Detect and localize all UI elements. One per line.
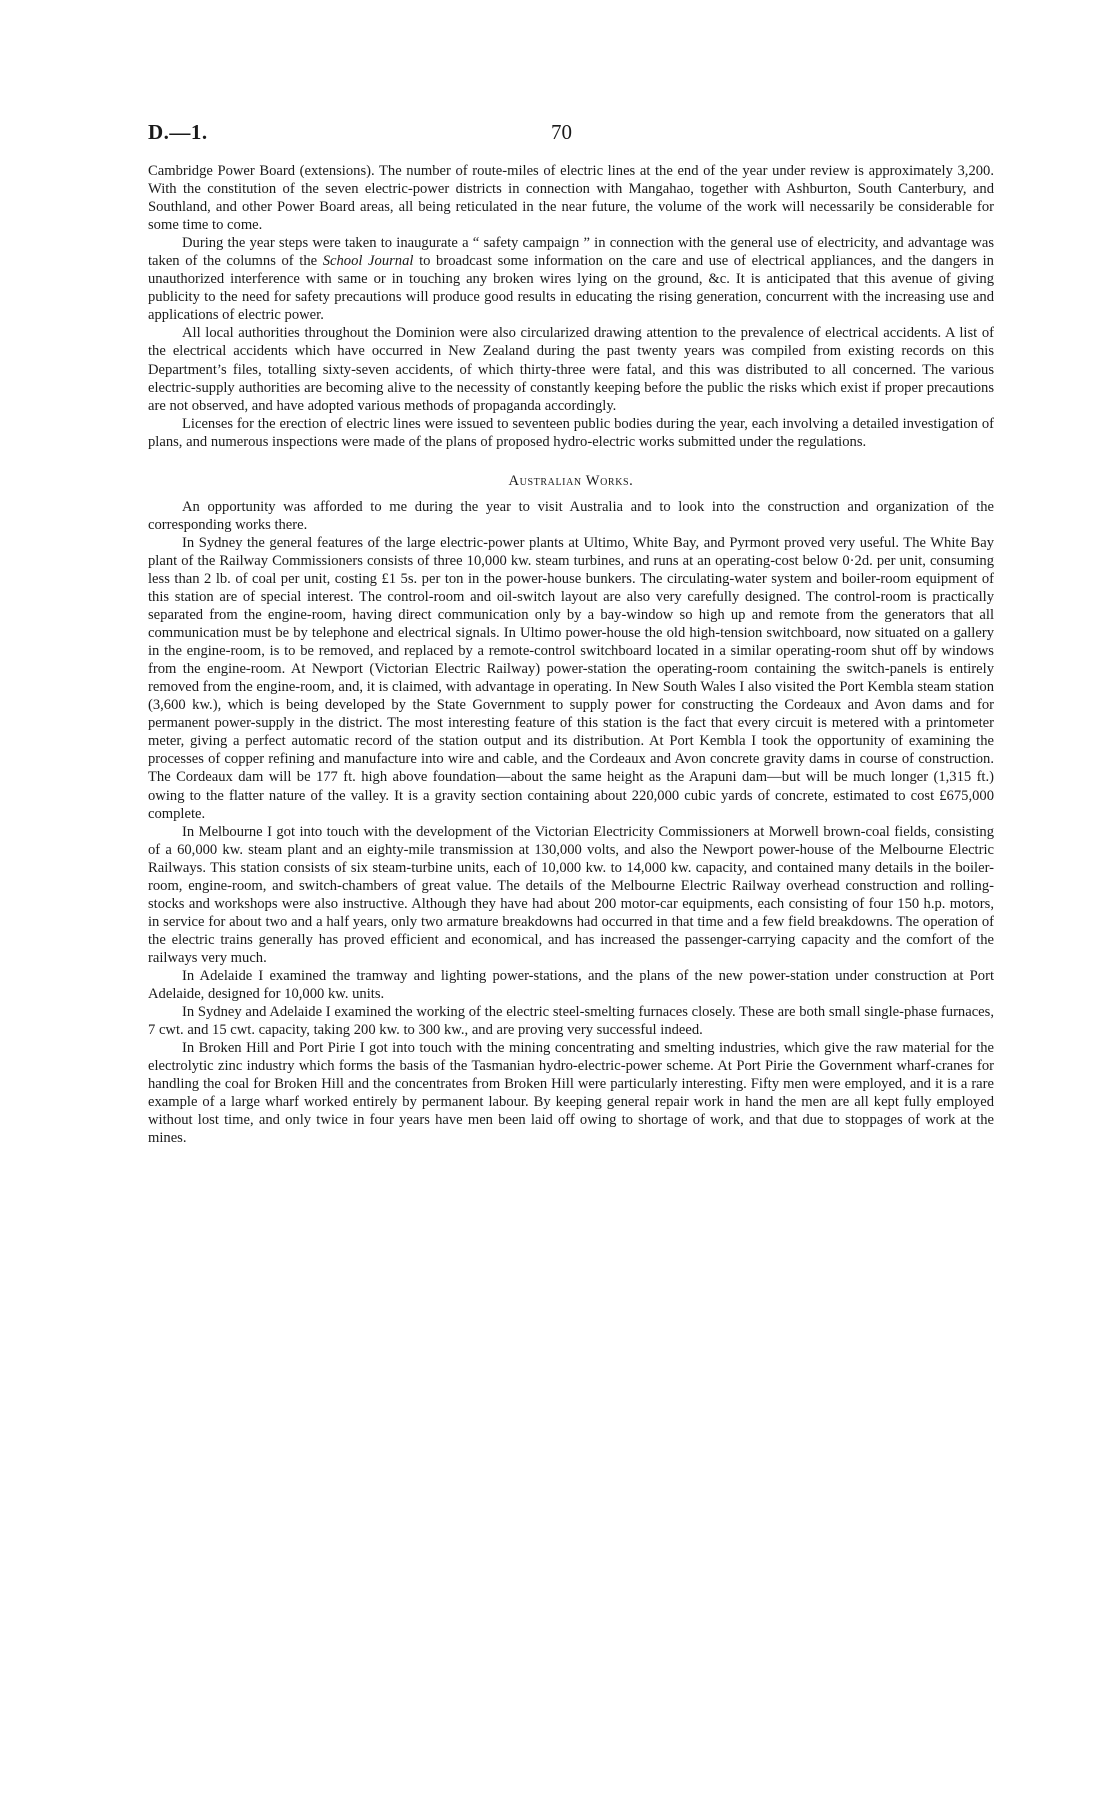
paragraph-broken-hill: In Broken Hill and Port Pirie I got into touch with the mining concentrating and smelting industries, which give the raw material for the electrolytic zinc industry which forms the basis of the Tasmanian hydro-electric-power scheme. At Port Pirie the Government wharf-cranes for handling the coal for Broken Hill and the concentrates from Broken Hill were particularly interesting. Fifty men were employed, and it is a rare example of a large wharf worked entirely by permanent labour. By keeping general repair work in hand the men are all kept fully employed without lost time, and only twice in four years have men been laid off owing to shortage of work, and that due to stoppages of work at the mines. [148,1040,994,1147]
text-segment: During the year steps were taken to inaugurate a “ safety campaign ” in connection with the general use of electricity, and advantage was taken of the columns of the [148,235,994,270]
document-reference: D.—1. [148,120,208,144]
paragraph-melbourne: In Melbourne I got into touch with the development of the Victorian Electricity Commissioners at Morwell brown-coal fields, consisting of a 60,000 kw. steam plant and an eighty-mile transmission at 130,000 volts, and also the Newport power-house of the Melbourne Electric Railways. This station consists of six steam-turbine units, each of 10,000 kw. to 14,000 kw. capacity, and contained many details in the boiler-room, engine-room, and switch-chambers of great value. The details of the Melbourne Electric Railway overhead construction and rolling-stocks and workshops were also instructive. Although they have had about 200 motor-car equipments, each consisting of four 150 h.p. motors, in service for about two and a half years, only two armature breakdowns had occurred in that time and a few field breakdowns. The operation of the electric trains generally has proved efficient and economical, and has increased the passenger-carrying capacity and the comfort of the railways very much. [148,823,994,966]
paragraph-licenses: Licenses for the erection of electric lines were issued to seventeen public bodies during the year, each involving a detailed investigation of plans, and numerous inspections were made of the plans of proposed hydro-electric works submitted under the regulations. [148,415,994,450]
paragraph-sydney: In Sydney the general features of the large electric-power plants at Ultimo, White Bay, and Pyrmont proved very useful. The White Bay plant of the Railway Commissioners consists of three 10,000 kw. steam turbines, and runs at an operating-cost below 0·2d. per unit, consuming less than 2 lb. of coal per unit, costing £1 5s. per ton in the power-house bunkers. The circulating-water system and boiler-room equipment of this station are of special interest. The control-room and oil-switch layout are also very carefully designed. The control-room is practically separated from the engine-room, having direct communication only by a bay-window so high up and remote from the generators that all communication must be by telephone and electrical signals. In Ultimo power-house the old high-tension switchboard, now situated on a gallery in the engine-room, is to be removed, and replaced by a remote-control switchboard located in a similar operating-room shut off by windows from the engine-room. At Newport (Victorian Electric Railway) power-station the operating-room containing the switch-panels is entirely removed from the engine-room, and, it is claimed, with advantage in operating. In New South Wales I also visited the Port Kembla steam station (3,600 kw.), which is being developed by the State Government to supply power for constructing the Cordeaux and Avon dams and for permanent power-supply in the district. The most interesting feature of this station is the fact that every circuit is metered with a printometer meter, giving a perfect automatic record of the station output and its distribution. At Port Kembla I took the opportunity of examining the processes of copper refining and manufacture into wire and cable, and the Cordeaux and Avon concrete gravity dams in course of construction. The Cordeaux dam will be 177 ft. high above foundation—about the same height as the Arapuni dam—but will be much longer (1,315 ft.) owing to the flatter nature of the valley. It is a gravity section containing about 220,000 cubic yards of concrete, estimated to cost £675,000 complete. [148,534,994,822]
publication-title: School Journal [322,253,414,270]
page-number: 70 [551,120,572,144]
section-heading: Australian Works. [508,472,634,489]
paragraph-safety-campaign [148,234,994,324]
paragraph-accidents: All local authorities throughout the Dominion were also circularized drawing attention to the prevalence of electrical accidents. A list of the electrical accidents which have occurred in New Zealand during the past twenty years was compiled from existing records on this Department’s files, totalling sixty-seven accidents, of which thirty-three were fatal, and this was distributed to all concerned. The various electric-supply authorities are becoming alive to the necessity of constantly keeping before the public the risks which exist if proper precautions are not observed, and have adopted various methods of propaganda accordingly. [148,325,994,414]
paragraph-adelaide: In Adelaide I examined the tramway and lighting power-stations, and the plans of the new power-station under construction at Port Adelaide, designed for 10,000 kw. units. [148,967,994,1003]
document-page [148,120,994,1147]
paragraph-continued: Cambridge Power Board (extensions). The number of route-miles of electric lines at the end of the year under review is approximately 3,200. With the constitution of the seven electric-power districts in connection with Mangahao, together with Ashburton, South Canterbury, and Southland, and other Power Board areas, all being reticulated in the near future, the volume of the work will necessarily be considerable for some time to come. [148,163,994,234]
paragraph-furnaces: In Sydney and Adelaide I examined the working of the electric steel-smelting furnaces closely. These are both small single-phase furnaces, 7 cwt. and 15 cwt. capacity, taking 200 kw. to 300 kw., and are proving very successful indeed. [148,1004,994,1039]
page-header [148,120,994,162]
paragraph-australia-visit: An opportunity was afforded to me during the year to visit Australia and to look into the construction and organization of the corresponding works there. [148,498,994,533]
text-segment: to broadcast some information on the care and use of electrical appliances, and the dangers in unauthorized interference with same or in touching any broken wires lying on the ground, &c. It is anticipated that this avenue of giving publicity to the need for safety precautions will produce good results in educating the rising generation, concurrent with the increasing use and applications of electric power. [148,253,994,324]
